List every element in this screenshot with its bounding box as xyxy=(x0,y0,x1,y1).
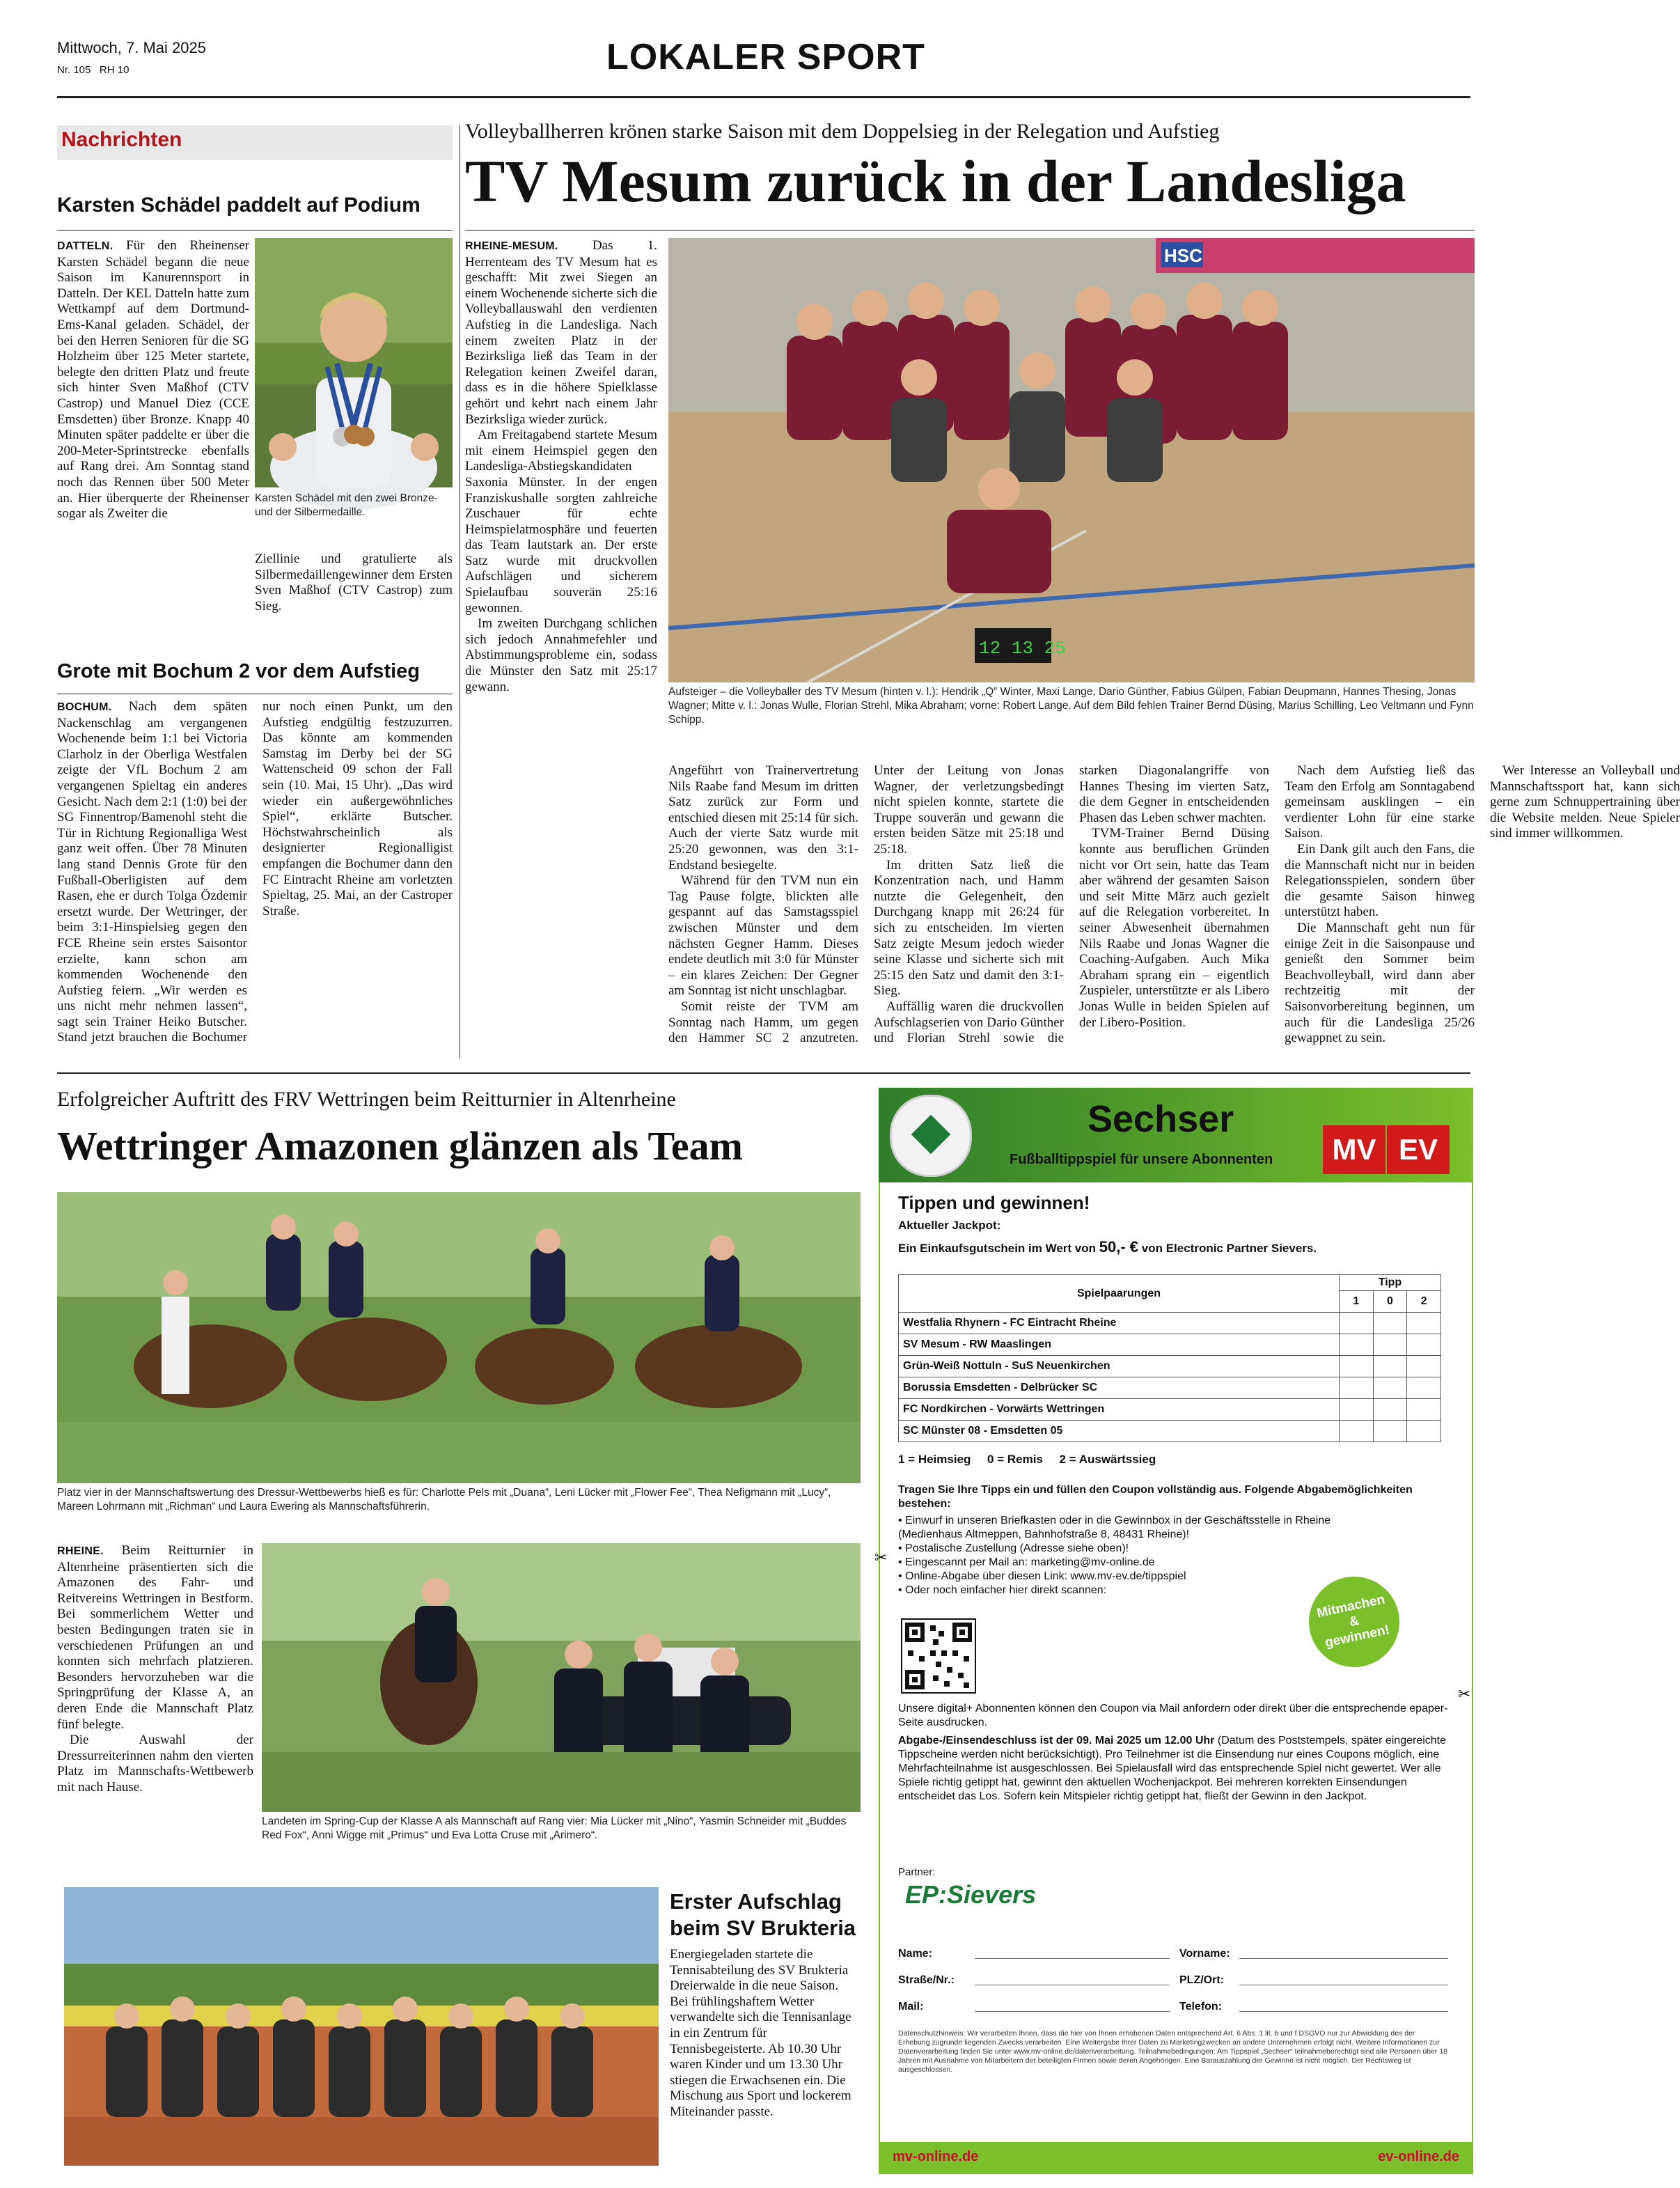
partner-logo: EP:Sievers xyxy=(905,1880,1037,1909)
deadline-bold: Abgabe-/Einsendeschluss ist der 09. Mai 2025 um 12.00 Uhr xyxy=(898,1735,1215,1747)
article2-text: Nach dem späten Nackenschlag am vergangenen Wochenende beim 1:1 bei Victoria Clarholz in der Oberliga Westfalen zeigte der VfL Bochum 2 am vergangenen Spieltag ein anderes Gesicht. Nach dem 2:1 (1:0) bei der SG Finnentrop/Bamenohl steht die Tür in Richtung Regionalliga West ganz weit offen. Über 78 Minuten lang stand Dennis Grote für den Fußball-Oberligisten auf dem Rasen, ehe er durch Tolga Özdemir ersetzt wurde. Der Wettringer, der beim 3:1-Hinspielsieg gegen den FCE Rheine sein erstes Saisontor erzielte, kann schon am kommenden Wochenende den Aufstieg feiern. „Wir werden es uns nicht mehr nehmen lassen“, sagt sein Trainer Heiko Butscher. Stand jetzt brauchen die Bochumer nur noch einen Punkt, um den Aufstieg endgültig festzuzurren. Das könnte am kommenden Samstag im Derby bei der SG Wattenscheid 09 schon der Fall sein (10. Mai, 15 Uhr). „Das wird wieder ein außergewöhnliches Spiel“, erklärte Butscher. Höchstwahrscheinlich als designierter Regionalligist empfangen die Bochumer dann den FC Eintracht Rheine am vorletzten Spieltag, 25. Mai, an der Castroper Straße. xyxy=(57,699,453,1045)
tipp-box[interactable] xyxy=(1340,1399,1374,1421)
article2-body xyxy=(57,699,453,1056)
main-body-p5: Auffällig waren die druckvollen Aufschlagserien von Dario Günther und Florian Strehl sowie die starken Diagonalangriffe von Hannes Thesing im vierten Satz, die dem Gegner in entscheidenden Phasen das Leben schwer machten. xyxy=(874,763,1269,1046)
section-title: LOKALER SPORT xyxy=(606,37,925,77)
main-body-bottom xyxy=(668,763,1680,1056)
sechser-jackpot-label: Aktueller Jackpot: xyxy=(898,1219,1001,1232)
tipp-box[interactable] xyxy=(1407,1399,1441,1421)
tipp-legend: 1 = Heimsieg 0 = Remis 2 = Auswärtssieg xyxy=(898,1453,1156,1466)
tipp-col-0: 0 xyxy=(1373,1291,1407,1313)
name-label: Name: xyxy=(898,1948,932,1960)
article1-body-end: Ziellinie und gratulierte als Silbermedaillengewinner dem Ersten Sven Maßhof (CTV Castrop) zum Sieg. xyxy=(255,552,453,614)
sechser-tippen: Tippen und gewinnen! xyxy=(898,1192,1090,1213)
jackpot-value: 50,- € xyxy=(1099,1238,1139,1256)
footer-mv-link[interactable]: mv-online.de xyxy=(893,2149,979,2164)
dressage-team-photo xyxy=(57,1192,861,1483)
nachrichten-bar xyxy=(57,125,453,160)
tipp-box[interactable] xyxy=(1407,1377,1441,1399)
main-body-p8: Ein Dank gilt auch den Fans, die die Mannschaft nicht nur in beiden Relegationsspielen, sondern über die gesamte Saison hinweg unterstützt haben. xyxy=(1285,841,1475,920)
tipp-box[interactable] xyxy=(1407,1313,1441,1334)
option-scan: • Oder noch einfacher hier direkt scannen: xyxy=(898,1584,1107,1596)
tennis-club-photo xyxy=(64,1887,659,2166)
vorname-label: Vorname: xyxy=(1179,1948,1230,1960)
sechser-fineprint: Datenschutzhinweis: Wir verarbeiten Ihnen, dass die hier von Ihnen erhobenen Daten entsprechend Art. 6 Abs. 1 lit. b und f DSGVO nur zur Abwicklung des der Erhebung zugrunde liegenden Zwecks verarbeiten. Eine Weitergabe Ihrer Daten zu Marketingzwecken an andere Unternehmen erfolgt nicht. Weitere Informationen zur Datenverarbeitung finden Sie unter www.mv-online.de/datenverarbeitung. Teilnahmebedingungen: Am Tippspiel „Sechser“ teilnahmeberechtigt sind alle Personen über 18 Jahren mit Ausnahme von Mitarbeitern der beteiligten Firmen sowie deren Angehörigen. Eine Barauszahlung der Gewinne ist nicht möglich. Der Rechtsweg ist ausgeschlossen. xyxy=(898,2029,1447,2074)
tipp-box[interactable] xyxy=(1373,1421,1407,1442)
scoreboard-text: 12 13 25 xyxy=(979,638,1066,659)
option-online: • Online-Abgabe über diesen Link: www.mv-ev.de/tippspiel xyxy=(898,1570,1186,1582)
article2-place: BOCHUM. xyxy=(57,701,112,713)
tipp-box[interactable] xyxy=(1407,1421,1441,1442)
wettringen-body xyxy=(57,1543,253,1796)
volleyball-team-photo xyxy=(668,238,1475,682)
scissors-icon: ✂ xyxy=(874,1549,888,1566)
form-vorname-label xyxy=(1179,1947,1230,1961)
issue-number xyxy=(57,64,129,76)
main-headline: TV Mesum zurück in der Landesliga xyxy=(465,148,1406,214)
wettringen-text2: Die Auswahl der Dressurreiterinnen nahm den vierten Platz im Mannschafts-Wettbewerb mit nach Hause. xyxy=(57,1733,253,1795)
form-strasse-label xyxy=(898,1974,955,1987)
main-place: RHEINE-MESUM. xyxy=(465,240,558,252)
mitmachen-badge: Mitmachen & gewinnen! xyxy=(1301,1568,1408,1675)
sechser-subtitle: Fußballtippspiel für unsere Abonnenten xyxy=(1010,1152,1273,1167)
main-body-p4: Im dritten Satz ließ die Konzentration nach, und Hamm nutzte die Gelegenheit, den Durchgang knapp mit 26:24 für sich zu entscheiden. Im vierten Satz zeigte Mesum jedoch wieder seine Klasse und sicherte sich mit 25:15 den Satz und damit den 3:1-Sieg. xyxy=(874,857,1064,999)
wettringen-kicker: Erfolgreicher Auftritt des FRV Wettringen beim Reitturnier in Altenrheine xyxy=(57,1088,676,1111)
tipp-table xyxy=(898,1274,1441,1442)
footer-ev-link[interactable]: ev-online.de xyxy=(1378,2149,1459,2164)
main-body-left xyxy=(465,238,657,695)
tipp-table-header: Spielpaarungen xyxy=(899,1275,1340,1313)
tipp-box[interactable] xyxy=(1373,1334,1407,1356)
sechser-header xyxy=(879,1088,1473,1182)
masthead-rule xyxy=(57,96,1470,98)
kayak-photo xyxy=(255,238,453,487)
nachrichten-label: Nachrichten xyxy=(61,128,182,151)
strasse-label: Straße/Nr.: xyxy=(898,1974,955,1986)
article2-headline: Grote mit Bochum 2 vor dem Aufstieg xyxy=(57,660,420,682)
plz-label: PLZ/Ort: xyxy=(1179,1974,1224,1986)
tipp-box[interactable] xyxy=(1407,1334,1441,1356)
match-row: SV Mesum - RW Maaslingen xyxy=(899,1334,1340,1356)
partner-label: Partner: xyxy=(898,1866,936,1878)
tipp-box[interactable] xyxy=(1373,1377,1407,1399)
mid-page-rule xyxy=(57,1072,1470,1074)
main-body-p10: Wer Interesse an Volleyball und Mannschaftssport hat, kann sich gerne zum Schnuppertraining über die Website melden. Neue Spieler sind immer willkommen. xyxy=(1490,763,1680,841)
main-caption: Aufsteiger – die Volleyballer des TV Mesum (hinten v. l.): Hendrik „Q“ Winter, Maxi Lange, Dario Günther, Fabius Gülpen, Fabian Deupmann, Hannes Thesing, Jonas Wagner; Mitte v. l.: Jonas Wulle, Florian Strehl, Mika Abraham; vorne: Robert Lange. Auf dem Bild fehlen Trainer Bernd Düsing, Marius Schilling, Leo Veltmann und Fynn Schipp. xyxy=(668,686,1474,726)
wettringen-text: Beim Reitturnier in Altenrheine präsentierten sich die Amazonen des Fahr- und Reitvereins Wettringen in Bestform. Bei sommerlichem Wetter und besten Bedingungen traten sie in verschiedenen Prüfungen an und konnten sich mehrfach platzieren. Besonders hervorzuheben war die Springprüfung der Klasse A, an deren Ende die Mannschaft Platz fünf belegte. xyxy=(57,1543,253,1732)
main-body-left-p3: Im zweiten Durchgang schlichen sich jedoch Annahmefehler und Abstimmungsprobleme ein, sodass die Münster den Satz mit 25:17 gewann. xyxy=(465,616,657,694)
telefon-label: Telefon: xyxy=(1179,2001,1223,2013)
tipp-header: Tipp xyxy=(1340,1275,1441,1291)
article1-headline: Karsten Schädel paddelt auf Podium xyxy=(57,194,421,217)
sechser-footer xyxy=(879,2142,1473,2173)
match-row: Grün-Weiß Nottuln - SuS Neuenkirchen xyxy=(899,1356,1340,1377)
football-icon xyxy=(890,1095,972,1177)
name-field[interactable] xyxy=(975,1958,1170,1959)
main-body-p7: Nach dem Aufstieg ließ das Team den Erfolg am Sonntagabend gemeinsam ausklingen – ein verdienter Lohn für eine starke Saison. xyxy=(1285,763,1475,841)
article1-place: DATTELN. xyxy=(57,240,113,252)
form-mail-label xyxy=(898,2000,923,2014)
show-jumping-team-photo xyxy=(262,1543,861,1812)
qr-code-icon[interactable] xyxy=(901,1618,976,1694)
main-body-p3: Somit reiste der TVM am Sonntag nach Hamm, um gegen den Hammer SC 2 anzutreten. Unter der Leitung von Jonas Wagner, der verletzungsbedingt nicht spielen konnte, startete die Truppe souverän und gewann die ersten beiden Sätze mit 25:18 und 25:18. xyxy=(668,763,1064,1046)
deadline-rest: (Datum des Poststempels, später eingereichte Tippscheine werden nicht berücksichtigt). Pro Teilnehmer ist die Einsendung nur eines Coupons möglich, eine Mehrfachteilnahme ist ausgeschlossen. Bei Spielausfall wird das entsprechende Spiel nicht gewertet. Wer alle Spiele richtig getippt hat, gewinnt den aktuellen Wochenjackpot. Bei mehreren korrekten Einsendungen entscheidet das Los. Sofern kein Mitspieler richtig getippt hat, fließt der Gewinn in den Jackpot. xyxy=(898,1735,1447,1802)
tipp-box[interactable] xyxy=(1340,1377,1374,1399)
photo-banner-text: HSC xyxy=(1164,245,1202,266)
option-mailbox: • Einwurf in unseren Briefkasten oder in die Gewinnbox in der Geschäftsstelle in Rheine (Medienhaus Altmeppen, Bahnhofstraße 8, 48431 Rheine)! xyxy=(898,1515,1331,1540)
form-plz-label xyxy=(1179,1974,1224,1987)
main-body-left-p1: Das 1. Herrenteam des TV Mesum hat es geschafft: Mit zwei Siegen an einem Wochenende sicherte sich die Volleyballauswahl den verdienten Aufstieg in die Landesliga. Nach einem zweiten Platz in der Bezirksliga ließ das Team in der Relegation keinen Zweifel daran, dass es in die höhere Spielklasse gehört und kehrt nach einem Jahr Bezirksliga wieder zurück. xyxy=(465,238,657,427)
mail-label: Mail: xyxy=(898,2001,924,2013)
article1-caption: Karsten Schädel mit den zwei Bronze- und der Silbermedaille. xyxy=(255,492,438,518)
match-row: SC Münster 08 - Emsdetten 05 xyxy=(899,1421,1340,1442)
match-row: Borussia Emsdetten - Delbrücker SC xyxy=(899,1377,1340,1399)
match-row: FC Nordkirchen - Vorwärts Wettringen xyxy=(899,1399,1340,1421)
sechser-digital: Unsere digital+ Abonnenten können den Coupon via Mail anfordern oder direkt über die entsprechende epaper-Seite ausdrucken. xyxy=(898,1703,1448,1728)
option-email: • Eingescannt per Mail an: marketing@mv-online.de xyxy=(898,1556,1155,1568)
brukteria-body: Energiegeladen startete die Tennisabteilung des SV Brukteria Dreierwalde in die neue Saison. Bei frühlingshaftem Wetter verwandelte sich die Tennisanlage in ein Zentrum für Tennisbegeisterte. Ab 10.30 Uhr waren Kinder und um 13.30 Uhr stiegen die Erwachsenen ein. Die Mischung aus Sport und lockerem Miteinander passte. xyxy=(670,1947,851,2119)
tipp-box[interactable] xyxy=(1373,1356,1407,1377)
jackpot-text-pre: Ein Einkaufsgutschein im Wert von xyxy=(898,1242,1097,1255)
form-name-label xyxy=(898,1947,1177,1961)
main-body-p1: Angeführt von Trainervertretung Nils Raabe fand Mesum im dritten Satz zurück zur Form und entschied diesen mit 25:14 für sich. Auch der vierte Satz wurde mit 25:20 gewonnen, was den 3:1-Endstand besiegelte. xyxy=(668,763,858,873)
main-body-left-p2: Am Freitagabend startete Mesum mit einem Heimspiel gegen den Landesliga-Abstiegskandidaten Saxonia Münster. In der engen Franziskushalle sorgten zahlreiche Zuschauer für echte Heimspielatmosphäre und feuerten das Team lautstark an. Der erste Satz wurde mit druckvollen Aufschlägen und sicherem Spielaufbau souverän 25:16 gewonnen. xyxy=(465,428,657,616)
wettringen-caption2: Landeten im Spring-Cup der Klasse A als Mannschaft auf Rang vier: Mia Lücker mit „Nino“, Yasmin Schneider mit „Buddes Red Fox“, Anni Wigge mit „Primus“ und Eva Lotta Cruse mit „Arimero“. xyxy=(262,1815,847,1841)
sechser-jackpot xyxy=(898,1238,1317,1256)
article1-text: Für den Rheinenser Karsten Schädel begann die neue Saison im Kanurennsport in Datteln. Der KEL Datteln hatte zum Wettkampf auf dem Dortmund-Ems-Kanal geladen. Schädel, der bei den Herren Senioren für die SG Holzheim über 125 Meter startete, belegte den dritten Platz und freute sich hinter Sven Maßhof (CTV Castrop) und Manuel Diez (CCE Emsdetten) über Bronze. Knapp 40 Minuten später paddelte er über die 200-Meter-Sprintstrecke ebenfalls auf Rang drei. Am Sonntag stand noch das Rennen über 500 Meter an. Hier überquerte der Rheinenser sogar als Zweiter die xyxy=(57,238,249,522)
tipp-box[interactable] xyxy=(1340,1334,1374,1356)
tipp-box[interactable] xyxy=(1340,1356,1374,1377)
sechser-deadline xyxy=(898,1734,1448,1804)
wettringen-headline: Wettringer Amazonen glänzen als Team xyxy=(57,1123,743,1169)
instructions-text: Tragen Sie Ihre Tipps ein und füllen den Coupon vollständig aus. Folgende Abgabemöglichkeiten bestehen: xyxy=(898,1484,1413,1510)
tipp-box[interactable] xyxy=(1407,1356,1441,1377)
option-post: • Postalische Zustellung (Adresse siehe oben)! xyxy=(898,1542,1129,1554)
main-body-p2: Während für den TVM nun ein Tag Pause folgte, blickten alle gespannt auf das Samstagsspiel zwischen Münster und dem nächsten Gegner Hamm. Dieses endete deutlich mit 3:0 für Münster – ein klares Zeichen: Der Gegner am Sonntag ist nicht unschlagbar. xyxy=(668,873,858,999)
main-body-p6: TVM-Trainer Bernd Düsing konnte aus beruflichen Gründen nicht vor Ort sein, hatte das Team aber während der gesamten Saison und seit Mitte März auch gezielt auf die Relegation vorbereitet. In seiner Abwesenheit übernahmen Nils Raabe und Jonas Wagner die Coaching-Aufgaben. Auch Mika Abraham sprang ein – eigentlich Zuspieler, unterstützte er als Libero Jonas Wulle in beiden Spielen auf der Libero-Position. xyxy=(1079,826,1269,1030)
telefon-field[interactable] xyxy=(1239,2011,1448,2012)
wettringen-place: RHEINE. xyxy=(57,1545,104,1557)
issue-date: Mittwoch, 7. Mai 2025 xyxy=(57,39,206,56)
main-kicker: Volleyballherren krönen starke Saison mit dem Doppelsieg in der Relegation und Aufstieg xyxy=(465,120,1220,143)
article1-body xyxy=(57,238,249,522)
ev-logo: EV xyxy=(1387,1125,1450,1174)
tipp-col-1: 1 xyxy=(1340,1291,1374,1313)
tipp-box[interactable] xyxy=(1340,1421,1374,1442)
issue-number-text: Nr. 105 xyxy=(57,64,91,76)
match-row: Westfalia Rhynern - FC Eintracht Rheine xyxy=(899,1313,1340,1334)
main-body-p9: Die Mannschaft geht nun für einige Zeit in die Saisonpause und genießt den Sommer beim Beachvolleyball, wird dann aber rechtzeitig mit der Saisonvorbereitung beginnen, um auch für die Landesliga 25/26 gewappnet zu sein. xyxy=(1285,920,1475,1046)
form-telefon-label xyxy=(1179,2000,1222,2014)
tipp-col-2: 2 xyxy=(1407,1291,1441,1313)
tipp-box[interactable] xyxy=(1340,1313,1374,1334)
vorname-field[interactable] xyxy=(1239,1958,1448,1959)
sechser-title: Sechser xyxy=(1088,1098,1234,1140)
mail-field[interactable] xyxy=(975,2011,1170,2012)
tipp-box[interactable] xyxy=(1373,1313,1407,1334)
edition-code: RH 10 xyxy=(99,64,129,76)
jackpot-text-post: von Electronic Partner Sievers. xyxy=(1141,1242,1317,1255)
brukteria-headline: Erster Aufschlag beim SV Brukteria xyxy=(670,1889,856,1940)
scissors-icon-right: ✂ xyxy=(1458,1685,1471,1703)
tipp-box[interactable] xyxy=(1373,1399,1407,1421)
wettringen-caption1: Platz vier in der Mannschaftswertung des Dressur-Wettbewerbs hieß es für: Charlotte Pels mit „Duana“, Leni Lücker mit „Flower Fee“, Thea Nefigmann mit „Lucy“, Mareen Lohrmann mit „Richman“ und Laura Ewering als Mannschaftsführerin. xyxy=(57,1487,831,1513)
mv-logo: MV xyxy=(1323,1125,1385,1174)
